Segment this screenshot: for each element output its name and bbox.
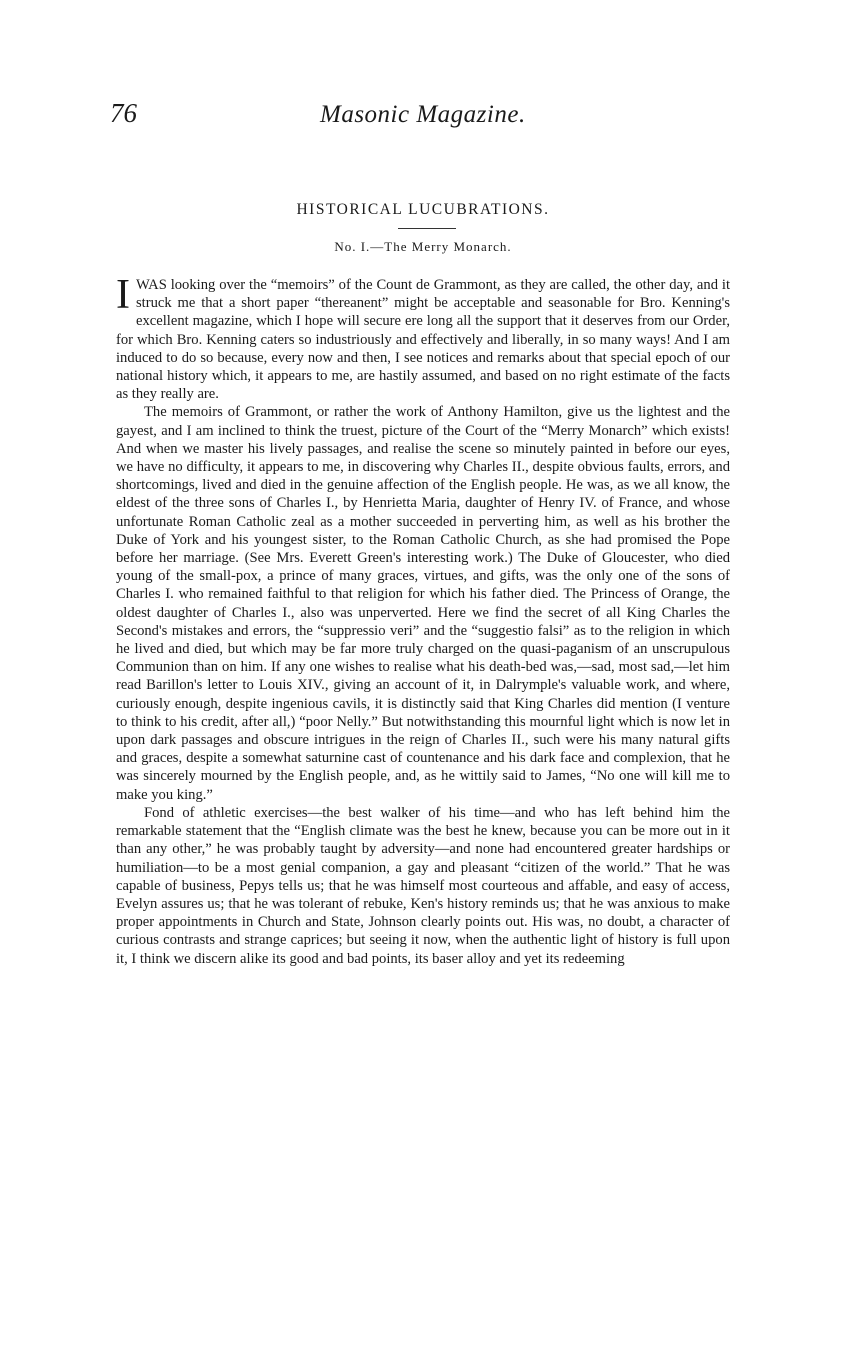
running-head (110, 98, 736, 134)
drop-cap: I (116, 272, 130, 318)
magazine-title: Masonic Magazine. (320, 101, 526, 128)
title-rule (398, 228, 456, 229)
paragraph-1 (116, 272, 730, 403)
paragraph-2: The memoirs of Grammont, or rather the work of Anthony Hamilton, give us the lightest and the gayest, and I am inclined to think the truest, picture of the Court of the “Merry Monarch” which exists! And when we master his lively passages, and realise the scene so minutely painted in before our eyes, we have no difficulty, it appears to me, in discovering why Charles II., despite obvious faults, errors, and shortcomings, lived and died in the genuine affection of the English people. He was, as we all know, the eldest of the three sons of Charles I., by Henrietta Maria, daughter of Henry IV. of France, and whose unfortunate Roman Catholic zeal as a mother succeeded in perverting him, as well as his brother the Duke of York and his youngest sister, to the Roman Catholic Church, as she had promised the Pope before her marriage. (See Mrs. Everett Green's interesting work.) The Duke of Gloucester, who died young of the small-pox, a prince of many graces, virtues, and gifts, was the only one of the sons of Charles I. who remained faithful to that religion for which his father died. The Princess of Orange, the oldest daughter of Charles I., also was unperverted. Here we find the secret of all King Charles the Second's mistakes and errors, the “suppressio veri” and the “suggestio falsi” as to the religion in which he lived and died, but which may be far more truly charged on the quasi-paganism of an unscrupulous Communion than on him. If any one wishes to realise what his death-bed was,—sad, most sad,—let him read Barillon's letter to Louis XIV., giving an account of it, in Dalrymple's valuable work, and where, curiously enough, despite ingenious cavils, it is distinctly said that King Charles did mention (I venture to think to his credit, after all,) “poor Nelly.” But notwithstanding this mournful light which is now let in upon dark passages and obscure intrigues in the reign of Charles II., such were his many natural gifts and graces, despite a somewhat saturnine cast of countenance and his dark face and complexion, that he was sincerely mourned by the English people, and, as he wittily said to James, “No one will kill me to make you king.” (116, 404, 730, 803)
paragraph-1-text: WAS looking over the “memoirs” of the Count de Grammont, as they are called, the other day, and it struck me that a short paper “thereanent” might be acceptable and seasonable for Bro. Kenning's excellent magazine, which I hope will secure ere long all the support that it deserves from our Order, for which Bro. Kenning caters so industriously and effectively and liberally, in so many ways! And I am induced to do so because, every now and then, I see notices and remarks about that special epoch of our national history which, it appears to me, are hastily assumed, and based on no right estimate of the facts as they really are. (116, 277, 730, 403)
paragraph-3: Fond of athletic exercises—the best walker of his time—and who has left behind him the remarkable statement that the “English climate was the best he knew, because you can be more out in it than any other,” he was probably taught by adversity—and none had encountered greater hardships or humiliation—to be a most genial companion, a gay and pleasant “citizen of the world.” That he was capable of business, Pepys tells us; that he was himself most courteous and affable, and easy of access, Evelyn assures us; that he was tolerant of rebuke, Ken's history reminds us; that he was anxious to make proper appointments in Church and State, Johnson clearly points out. His was, no doubt, a character of curious contrasts and strange caprices; but seeing it now, when the authentic light of history is full upon it, I think we discern alike its good and bad points, its baser alloy and yet its redeeming (116, 804, 730, 967)
article-title: HISTORICAL LUCUBRATIONS. (296, 201, 550, 218)
article-subtitle: No. I.—The Merry Monarch. (334, 239, 512, 254)
article-body (116, 272, 730, 968)
page-number: 76 (110, 98, 137, 128)
